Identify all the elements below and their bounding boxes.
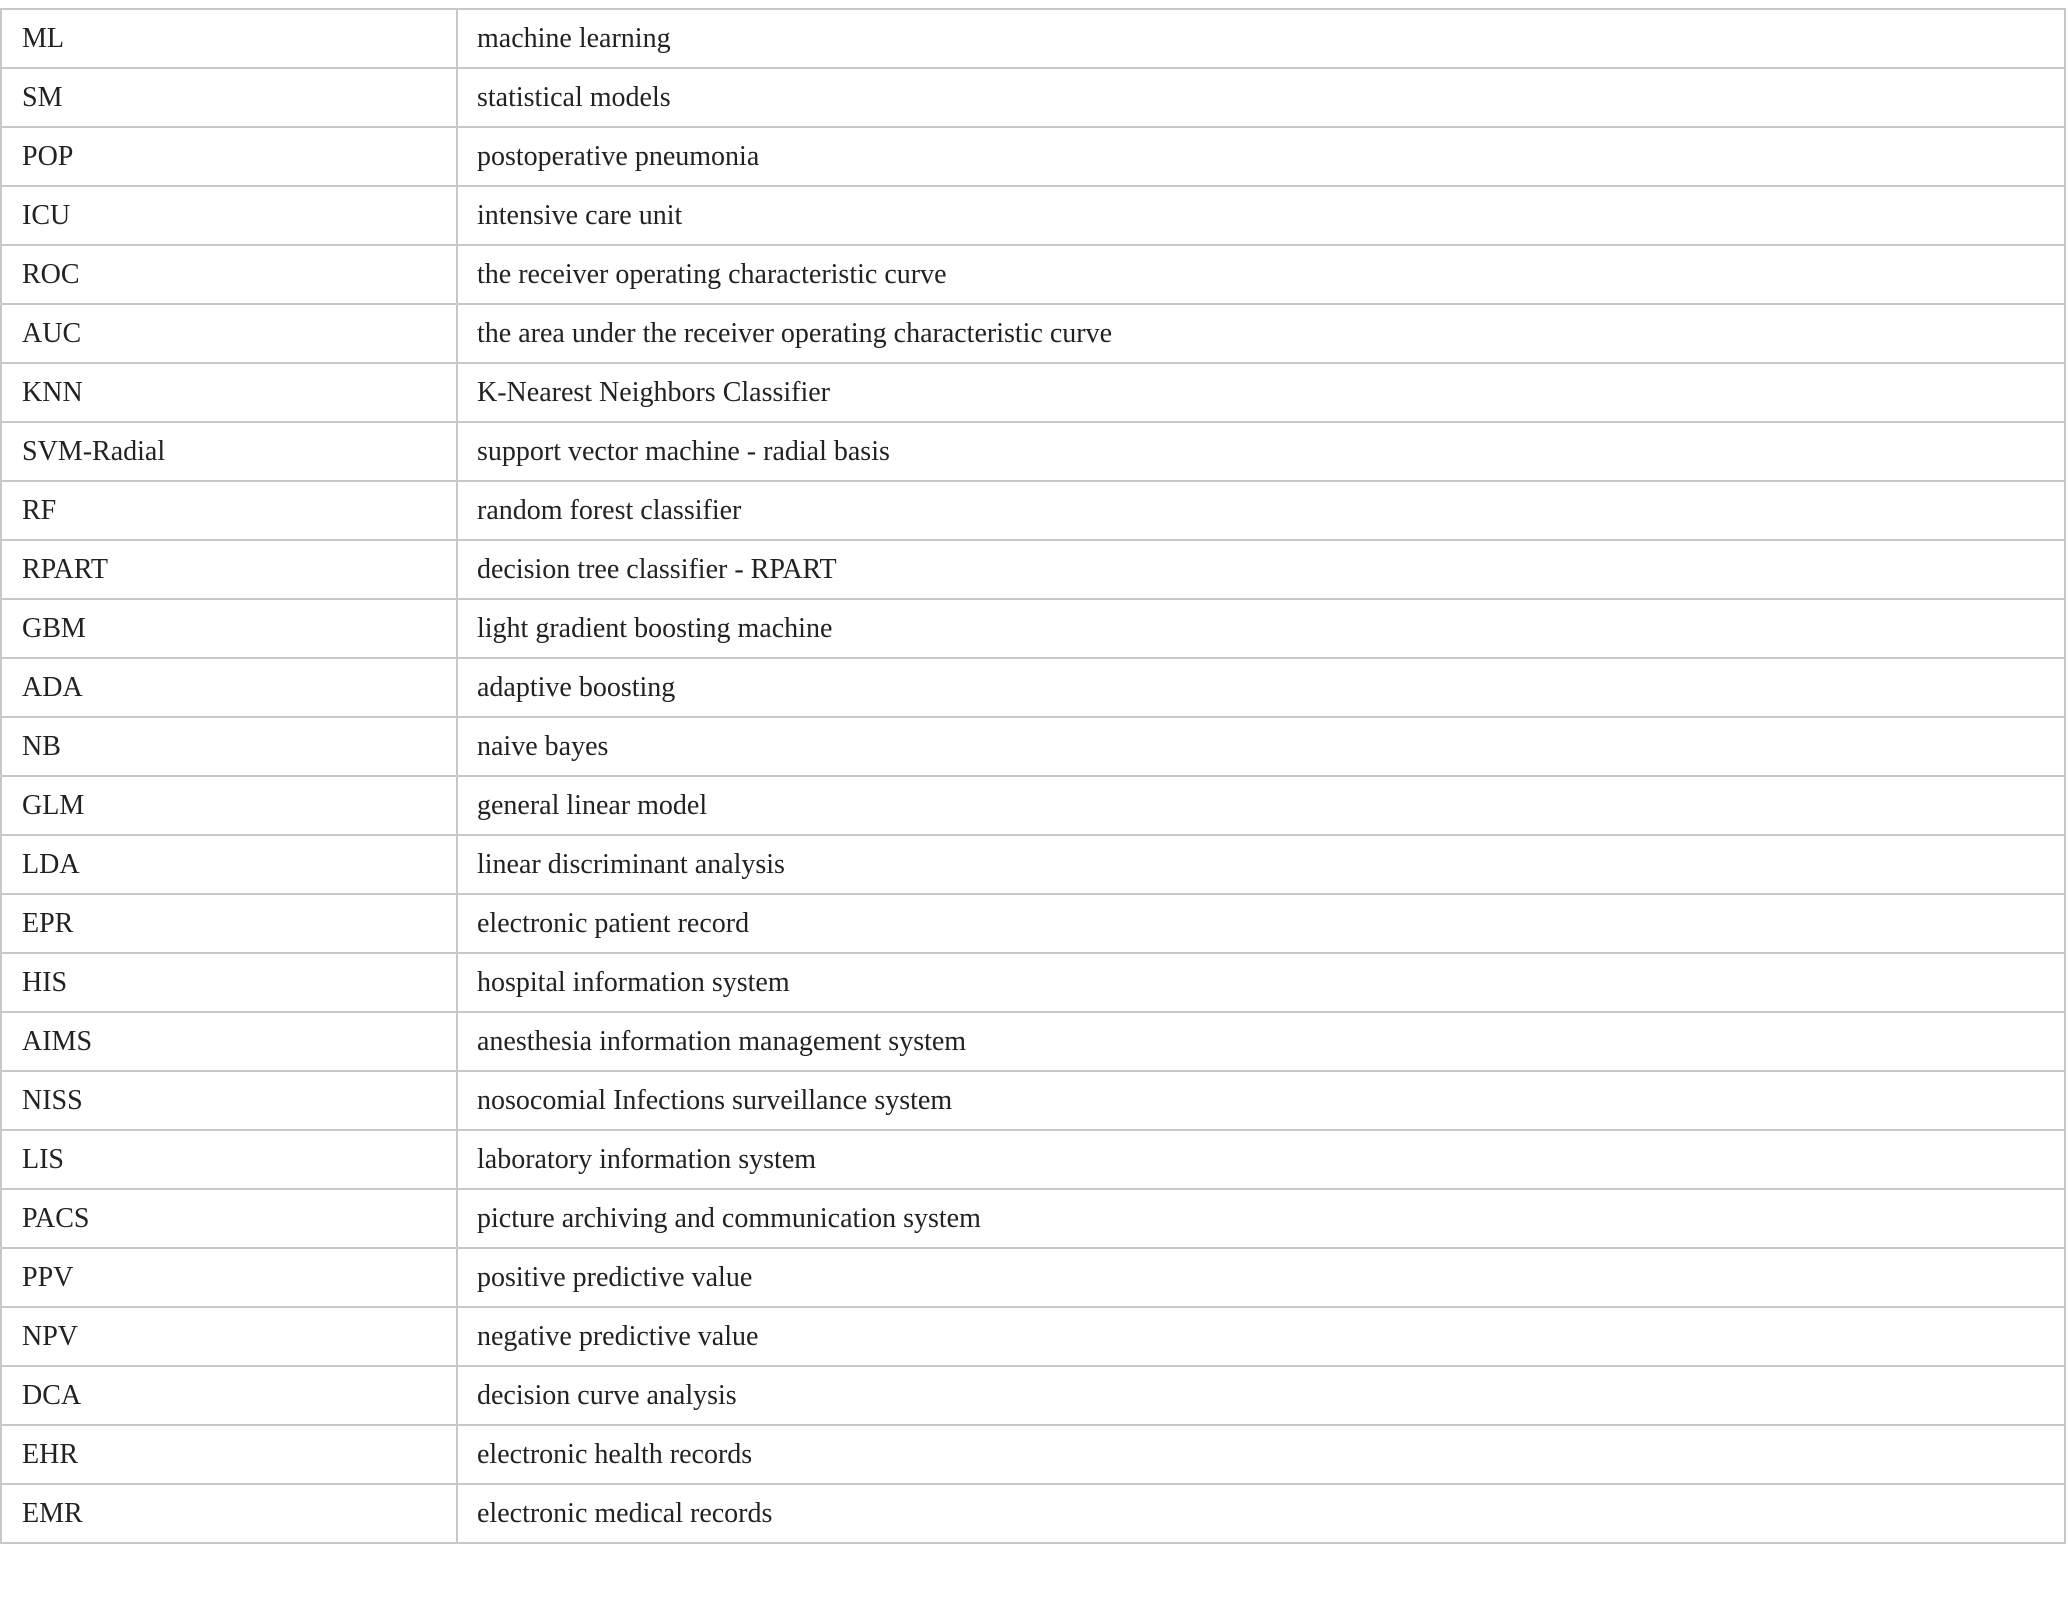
table-row <box>1 953 2065 1012</box>
definition-cell: hospital information system <box>457 953 2065 1012</box>
table-row <box>1 363 2065 422</box>
definition-cell: picture archiving and communication system <box>457 1189 2065 1248</box>
definition-cell: anesthesia information management system <box>457 1012 2065 1071</box>
abbreviation-cell: PPV <box>1 1248 457 1307</box>
abbreviation-cell: PACS <box>1 1189 457 1248</box>
definition-cell: naive bayes <box>457 717 2065 776</box>
definition-cell: support vector machine - radial basis <box>457 422 2065 481</box>
definition-cell: positive predictive value <box>457 1248 2065 1307</box>
abbreviation-cell: EPR <box>1 894 457 953</box>
table-row <box>1 481 2065 540</box>
abbreviation-cell: AUC <box>1 304 457 363</box>
table-row <box>1 68 2065 127</box>
definition-cell: light gradient boosting machine <box>457 599 2065 658</box>
table-row <box>1 1012 2065 1071</box>
table-row <box>1 186 2065 245</box>
definition-cell: K-Nearest Neighbors Classifier <box>457 363 2065 422</box>
table-row <box>1 599 2065 658</box>
abbreviation-cell: AIMS <box>1 1012 457 1071</box>
table-row <box>1 540 2065 599</box>
table-row <box>1 422 2065 481</box>
table-row <box>1 776 2065 835</box>
abbreviation-cell: GLM <box>1 776 457 835</box>
abbreviation-cell: EMR <box>1 1484 457 1543</box>
abbreviation-cell: LIS <box>1 1130 457 1189</box>
definition-cell: machine learning <box>457 9 2065 68</box>
table-row <box>1 1307 2065 1366</box>
table-row <box>1 717 2065 776</box>
abbreviation-cell: NPV <box>1 1307 457 1366</box>
abbreviation-cell: ROC <box>1 245 457 304</box>
abbreviation-cell: NB <box>1 717 457 776</box>
definition-cell: electronic health records <box>457 1425 2065 1484</box>
abbreviation-cell: RF <box>1 481 457 540</box>
table-row <box>1 658 2065 717</box>
table-row <box>1 9 2065 68</box>
table-row <box>1 1189 2065 1248</box>
abbreviations-table-body <box>1 9 2065 1543</box>
table-row <box>1 304 2065 363</box>
abbreviation-cell: SVM-Radial <box>1 422 457 481</box>
abbreviations-table-container <box>0 8 2066 1544</box>
definition-cell: linear discriminant analysis <box>457 835 2065 894</box>
definition-cell: adaptive boosting <box>457 658 2065 717</box>
table-row <box>1 127 2065 186</box>
definition-cell: general linear model <box>457 776 2065 835</box>
definition-cell: laboratory information system <box>457 1130 2065 1189</box>
abbreviation-cell: ML <box>1 9 457 68</box>
table-row <box>1 1248 2065 1307</box>
definition-cell: electronic medical records <box>457 1484 2065 1543</box>
definition-cell: random forest classifier <box>457 481 2065 540</box>
definition-cell: postoperative pneumonia <box>457 127 2065 186</box>
table-row <box>1 835 2065 894</box>
abbreviation-cell: LDA <box>1 835 457 894</box>
table-row <box>1 1071 2065 1130</box>
abbreviation-cell: DCA <box>1 1366 457 1425</box>
abbreviation-cell: HIS <box>1 953 457 1012</box>
abbreviation-cell: KNN <box>1 363 457 422</box>
table-row <box>1 1484 2065 1543</box>
abbreviation-cell: RPART <box>1 540 457 599</box>
definition-cell: nosocomial Infections surveillance system <box>457 1071 2065 1130</box>
table-row <box>1 1366 2065 1425</box>
abbreviation-cell: GBM <box>1 599 457 658</box>
table-row <box>1 894 2065 953</box>
abbreviation-cell: ADA <box>1 658 457 717</box>
definition-cell: statistical models <box>457 68 2065 127</box>
definition-cell: the area under the receiver operating characteristic curve <box>457 304 2065 363</box>
definition-cell: the receiver operating characteristic curve <box>457 245 2065 304</box>
definition-cell: decision curve analysis <box>457 1366 2065 1425</box>
abbreviation-cell: POP <box>1 127 457 186</box>
abbreviation-cell: NISS <box>1 1071 457 1130</box>
abbreviation-cell: SM <box>1 68 457 127</box>
definition-cell: decision tree classifier - RPART <box>457 540 2065 599</box>
table-row <box>1 1130 2065 1189</box>
definition-cell: intensive care unit <box>457 186 2065 245</box>
table-row <box>1 245 2065 304</box>
abbreviations-table <box>0 8 2066 1544</box>
abbreviation-cell: EHR <box>1 1425 457 1484</box>
table-row <box>1 1425 2065 1484</box>
definition-cell: negative predictive value <box>457 1307 2065 1366</box>
abbreviation-cell: ICU <box>1 186 457 245</box>
definition-cell: electronic patient record <box>457 894 2065 953</box>
